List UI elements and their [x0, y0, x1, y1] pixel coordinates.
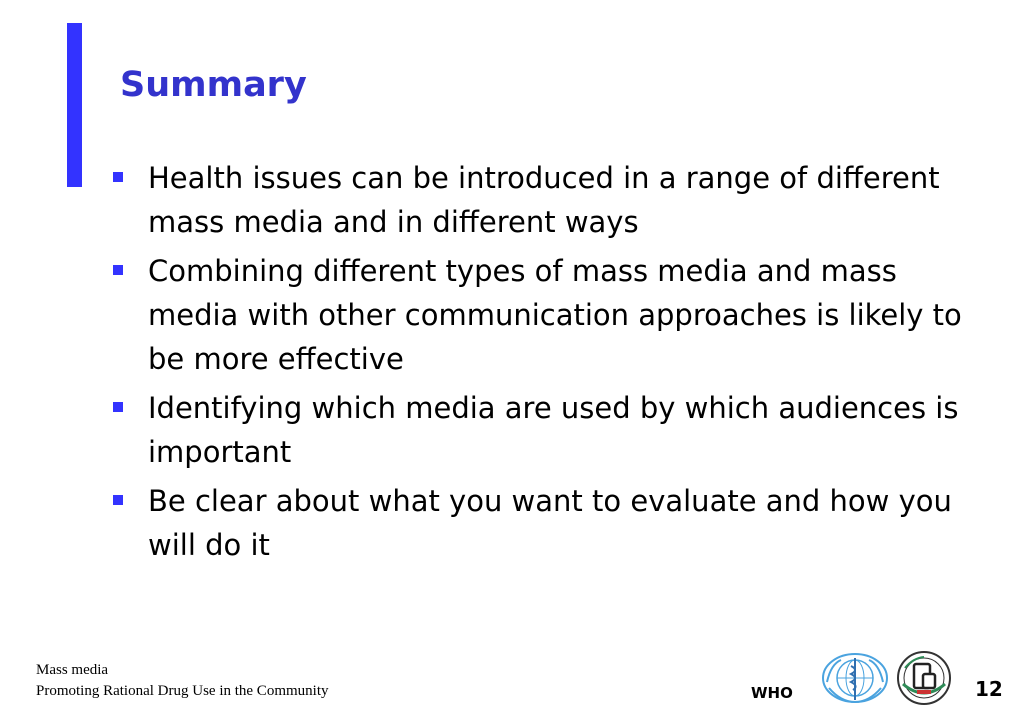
- footer-course-title: Promoting Rational Drug Use in the Community: [36, 683, 329, 699]
- square-bullet-icon: [113, 495, 123, 505]
- slide-title: Summary: [120, 65, 307, 105]
- un-who-emblem-icon: [821, 652, 889, 704]
- bullet-item: [113, 386, 973, 474]
- footer-org-label: WHO: [751, 684, 793, 702]
- page-number: 12: [975, 677, 1003, 701]
- footer-topic: Mass media: [36, 662, 109, 678]
- bullet-text: Combining different types of mass media and mass media with other communication approaches is likely to be more effective: [148, 254, 962, 376]
- square-bullet-icon: [113, 172, 123, 182]
- bullet-list: [113, 156, 973, 572]
- bullet-item: [113, 156, 973, 244]
- bullet-item: [113, 479, 973, 567]
- bullet-text: Identifying which media are used by which audiences is important: [148, 391, 959, 469]
- square-bullet-icon: [113, 402, 123, 412]
- bullet-item: [113, 249, 973, 381]
- title-accent-bar: [67, 23, 82, 187]
- footer-caption: [36, 660, 329, 702]
- bullet-text: Health issues can be introduced in a range of different mass media and in different ways: [148, 161, 940, 239]
- circular-seal-icon: [893, 650, 955, 706]
- bullet-text: Be clear about what you want to evaluate and how you will do it: [148, 484, 952, 562]
- square-bullet-icon: [113, 265, 123, 275]
